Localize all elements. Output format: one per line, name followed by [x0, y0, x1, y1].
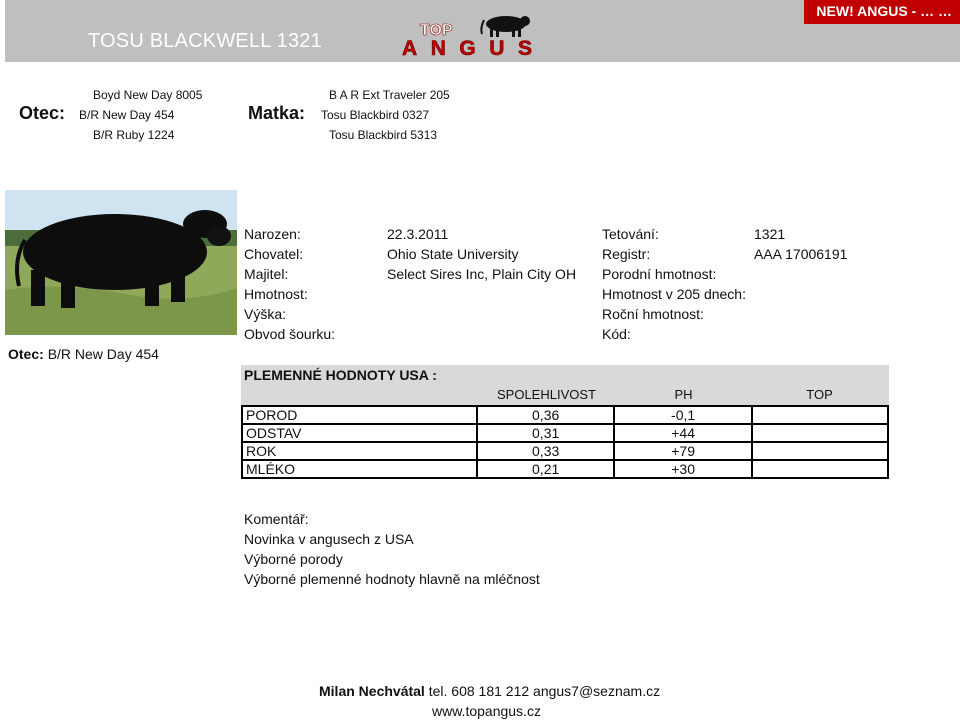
breeding-values-title: PLEMENNÉ HODNOTY USA : — [244, 367, 437, 383]
new-badge[interactable]: NEW! ANGUS - … … — [804, 0, 960, 24]
dam-dam: Tosu Blackbird 5313 — [329, 128, 438, 142]
page-title: TOSU BLACKWELL 1321 — [88, 30, 322, 52]
tattoo-value: 1321 — [754, 226, 786, 242]
table-row — [242, 460, 888, 478]
dam-name: Tosu Blackbird 0327 — [321, 108, 430, 122]
sire-name: B/R New Day 454 — [79, 108, 175, 122]
photo-caption-label: Otec: — [8, 346, 44, 362]
breeding-values-table — [241, 405, 889, 479]
ph-value: +44 — [614, 424, 751, 442]
bull-icon — [481, 16, 530, 37]
trait-name: ODSTAV — [242, 424, 477, 442]
comment-line: Výborné porody — [244, 551, 343, 567]
footer-contact-line — [319, 683, 660, 699]
logo-bottom-text: ANGUS — [402, 37, 532, 58]
trait-name: POROD — [242, 406, 477, 424]
registry-value: AAA 17006191 — [754, 246, 848, 262]
code-label: Kód: — [602, 326, 631, 342]
sire-label: Otec: — [19, 103, 66, 123]
reliability-value: 0,21 — [477, 460, 615, 478]
footer-name: Milan Nechvátal — [319, 683, 425, 699]
sire-sire: Boyd New Day 8005 — [93, 88, 203, 102]
registry-label: Registr: — [602, 246, 651, 262]
table-row — [242, 406, 888, 424]
comment-line: Výborné plemenné hodnoty hlavně na mléčnost — [244, 571, 540, 587]
reliability-value: 0,33 — [477, 442, 615, 460]
weight-label: Hmotnost: — [244, 286, 308, 302]
top-value — [752, 424, 888, 442]
comment-label: Komentář: — [244, 511, 309, 527]
trait-name: ROK — [242, 442, 477, 460]
scrotal-label: Obvod šourku: — [244, 326, 336, 342]
yearling-label: Roční hmotnost: — [602, 306, 704, 322]
photo-caption — [8, 346, 159, 362]
table-row — [242, 424, 888, 442]
reliability-value: 0,31 — [477, 424, 615, 442]
dam-label: Matka: — [248, 103, 306, 123]
col-ph: PH — [674, 387, 693, 402]
top-angus-logo — [398, 10, 538, 58]
bull-photo — [5, 190, 237, 335]
comment-line: Novinka v angusech z USA — [244, 531, 414, 547]
owner-label: Majitel: — [244, 266, 289, 282]
tattoo-label: Tetování: — [602, 226, 659, 242]
logo-top-text: TOP — [420, 22, 453, 39]
ph-value: +30 — [614, 460, 751, 478]
breeder-label: Chovatel: — [244, 246, 304, 262]
top-value — [752, 406, 888, 424]
footer-contact: tel. 608 181 212 angus7@seznam.cz — [428, 683, 661, 699]
footer-website[interactable]: www.topangus.cz — [432, 703, 541, 719]
born-value: 22.3.2011 — [387, 226, 449, 242]
dam-sire: B A R Ext Traveler 205 — [329, 88, 450, 102]
born-label: Narozen: — [244, 226, 301, 242]
owner-value: Select Sires Inc, Plain City OH — [387, 266, 577, 282]
top-value — [752, 442, 888, 460]
weight205-label: Hmotnost v 205 dnech: — [602, 286, 746, 302]
col-reliability: SPOLEHLIVOST — [497, 387, 596, 402]
trait-name: MLÉKO — [242, 460, 477, 478]
sire-dam: B/R Ruby 1224 — [93, 128, 175, 142]
comment-block — [244, 509, 540, 589]
table-row — [242, 442, 888, 460]
ph-value: -0,1 — [614, 406, 751, 424]
ph-value: +79 — [614, 442, 751, 460]
birth-weight-label: Porodní hmotnost: — [602, 266, 717, 282]
top-value — [752, 460, 888, 478]
reliability-value: 0,36 — [477, 406, 615, 424]
photo-caption-value: B/R New Day 454 — [47, 346, 159, 362]
breeder-value: Ohio State University — [387, 246, 519, 262]
height-label: Výška: — [244, 306, 287, 322]
col-top: TOP — [806, 387, 833, 402]
